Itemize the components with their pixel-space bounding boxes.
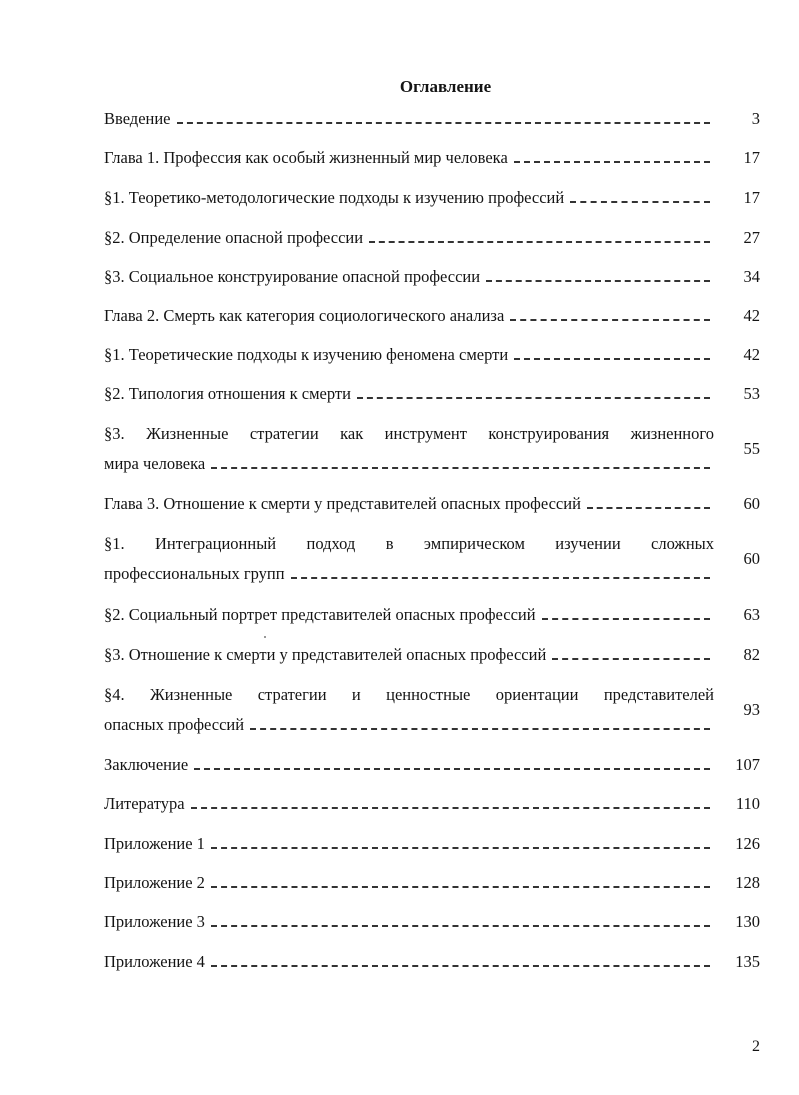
toc-entry-page: 27 — [743, 228, 760, 247]
dotted-leader — [570, 190, 710, 203]
toc-entry — [104, 533, 764, 585]
toc-entry-page: 110 — [735, 794, 760, 813]
toc-entry-text: Глава 3. Отношение к смерти у представителей опасных профессий — [104, 494, 581, 513]
toc-entry-page: 126 — [735, 834, 760, 853]
dotted-leader — [542, 607, 710, 620]
dotted-leader — [486, 269, 710, 282]
toc-entry-text: Введение — [104, 109, 171, 128]
toc-entry-text: Приложение 2 — [104, 873, 205, 892]
toc-entry-page: 55 — [743, 439, 760, 458]
toc-entry-text: §4. Жизненные стратегии и ценностные ориентации представителей — [104, 685, 714, 704]
dotted-leader — [177, 111, 710, 124]
dotted-leader — [191, 796, 710, 809]
toc-entry-page: 3 — [751, 109, 760, 128]
toc-entry — [104, 187, 764, 209]
toc-entry-page: 128 — [735, 873, 760, 892]
toc-entry — [104, 951, 764, 973]
toc-entry-text-continued: мира человека — [104, 454, 206, 473]
toc-entry — [104, 684, 764, 736]
toc-entry-text: §1. Теоретико-методологические подходы к изучению профессий — [104, 188, 565, 207]
toc-entry-text: §1. Теоретические подходы к изучению феномена смерти — [104, 345, 509, 364]
toc-entry — [104, 344, 764, 366]
toc-entry — [104, 147, 764, 169]
toc-entry-text: Приложение 1 — [104, 834, 205, 853]
toc-entry-page: 53 — [743, 384, 760, 403]
toc-entry-text: §3. Отношение к смерти у представителей опасных профессий — [104, 645, 547, 664]
dotted-leader — [211, 914, 710, 927]
toc-entry — [104, 754, 764, 776]
toc-entry-text: Глава 1. Профессия как особый жизненный мир человека — [104, 148, 508, 167]
toc-entry — [104, 266, 764, 288]
toc-entry-page: 34 — [743, 267, 760, 286]
toc-entry — [104, 227, 764, 249]
toc-entry-text: Литература — [104, 794, 185, 813]
toc-entry-page: 60 — [743, 494, 760, 513]
toc-title: Оглавление — [399, 77, 492, 96]
dotted-leader — [369, 230, 710, 243]
dotted-leader — [211, 836, 710, 849]
dotted-leader — [194, 757, 710, 770]
toc-entry-text: §2. Определение опасной профессии — [104, 228, 364, 247]
toc-entry-page: 107 — [735, 755, 760, 774]
dotted-leader — [291, 566, 710, 579]
toc-entry — [104, 793, 764, 815]
toc-entry-text-continued: опасных профессий — [104, 715, 245, 734]
dotted-leader — [250, 717, 710, 730]
toc-entry — [104, 108, 764, 130]
toc-entry — [104, 604, 764, 626]
dotted-leader — [211, 954, 710, 967]
toc-entry — [104, 833, 764, 855]
toc-entry-text: §1. Интеграционный подход в эмпирическом изучении сложных — [104, 534, 714, 553]
toc-entry — [104, 911, 764, 933]
dotted-leader — [211, 875, 710, 888]
toc-entry — [104, 383, 764, 405]
toc-entry-page: 42 — [743, 345, 760, 364]
toc-entry-text-continued: профессиональных групп — [104, 564, 285, 583]
toc-entry — [104, 644, 764, 666]
dotted-leader — [357, 386, 710, 399]
toc-entry-page: 17 — [743, 188, 760, 207]
dotted-leader — [211, 456, 710, 469]
toc-entry-page: 130 — [735, 912, 760, 931]
toc-entry-text: Приложение 3 — [104, 912, 205, 931]
toc-entry-text: §3. Жизненные стратегии как инструмент конструирования жизненного — [104, 424, 714, 443]
toc-entry-text: §2. Социальный портрет представителей опасных профессий — [104, 605, 536, 624]
toc-entry-page: 82 — [743, 645, 760, 664]
toc-entry-text: §2. Типология отношения к смерти — [104, 384, 351, 403]
dotted-leader — [552, 647, 710, 660]
toc-entry — [104, 872, 764, 894]
toc-entry-text: Глава 2. Смерть как категория социологического анализа — [104, 306, 505, 325]
dotted-leader — [587, 496, 710, 509]
toc-entry — [104, 493, 764, 515]
toc-entry-text: §3. Социальное конструирование опасной профессии — [104, 267, 481, 286]
scan-speck — [264, 636, 266, 638]
toc-entry-page: 63 — [743, 605, 760, 624]
toc-entry-page: 17 — [743, 148, 760, 167]
toc-entry-text: Приложение 4 — [104, 952, 205, 971]
toc-entry — [104, 423, 764, 475]
toc-entry-page: 60 — [743, 549, 760, 568]
dotted-leader — [514, 347, 710, 360]
toc-entry-page: 135 — [735, 952, 760, 971]
toc-entry — [104, 305, 764, 327]
dotted-leader — [514, 150, 710, 163]
toc-entry-page: 93 — [743, 700, 760, 719]
toc-entry-page: 42 — [743, 306, 760, 325]
page-number: 2 — [752, 1038, 760, 1055]
dotted-leader — [510, 308, 710, 321]
toc-entry-text: Заключение — [104, 755, 189, 774]
